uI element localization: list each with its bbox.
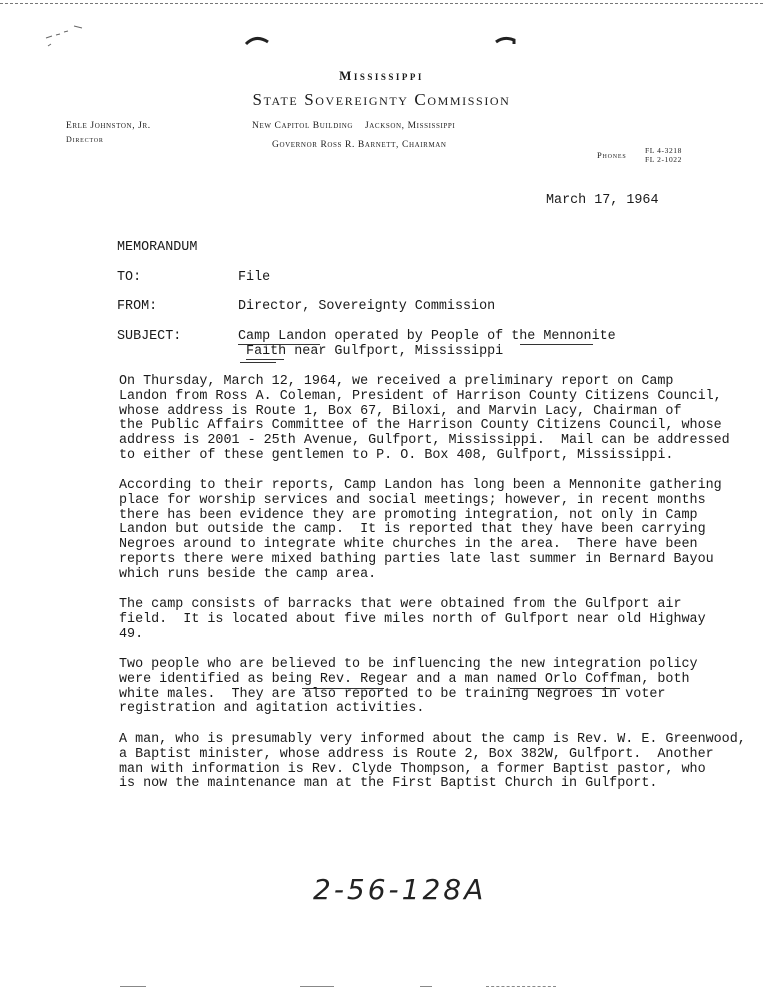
stray-mark-left xyxy=(44,22,94,57)
phones-label: Phones xyxy=(597,150,627,160)
from-label: FROM: xyxy=(117,299,158,314)
underline-faith-tail xyxy=(240,362,276,363)
phone-number-1: FL 4-3218 xyxy=(645,146,682,155)
letterhead-commission: State Sovereignty Commission xyxy=(252,90,511,109)
binder-hole-mark-right xyxy=(494,34,518,53)
memo-date: March 17, 1964 xyxy=(546,193,659,208)
body-paragraph-5: A man, who is presumably very informed about the camp is Rev. W. E. Greenwood, a Baptist minister, whose address is Route 2, Box 382W, Gulfport. Another man with information is Rev. Clyde Thompson, a former Baptist pastor, who is now the maintenance man at the First Baptist Church in Gulfport. xyxy=(119,732,746,792)
letterhead-address: New Capitol Building Jackson, Mississippi xyxy=(252,121,456,131)
to-label: TO: xyxy=(117,270,142,285)
director-title: Director xyxy=(66,135,104,144)
to-value: File xyxy=(238,270,271,285)
body-paragraph-2: According to their reports, Camp Landon has long been a Mennonite gathering place for worship services and social meetings; however, in recent months there has been evidence they are promoting integration, not only in Camp Landon but outside the camp. It is reported that they have been carrying Negroes around to integrate white churches in the area. There have been reports there were mixed bathing parties late last summer in Bernard Bayou which runs beside the camp area. xyxy=(119,478,722,582)
subject-line-1: Camp Landon operated by People of the Mennonite xyxy=(238,329,616,344)
body-paragraph-3: The camp consists of barracks that were obtained from the Gulfport air field. It is located about five miles north of Gulfport near old Highway 49. xyxy=(119,597,706,642)
phone-number-2: FL 2-1022 xyxy=(645,155,682,164)
body-paragraph-4: Two people who are believed to be influencing the new integration policy were identified as being Rev. Regear and a man named Orlo Coffman, both white males. They are also reported to be training Negroes in voter registration and agitation activities. xyxy=(119,657,698,717)
letterhead-governor: Governor Ross R. Barnett, Chairman xyxy=(272,140,447,150)
subject-line-2: Faith near Gulfport, Mississippi xyxy=(238,344,504,359)
underline-mennonite xyxy=(520,344,593,345)
underline-rev-regear xyxy=(302,688,384,689)
perforation-edge xyxy=(0,3,763,4)
underline-orlo-coffman xyxy=(510,688,620,689)
bottom-edge-mark xyxy=(486,986,556,987)
handwritten-file-number: 2-56-128A xyxy=(313,873,487,906)
subject-label: SUBJECT: xyxy=(117,329,182,344)
bottom-edge-mark xyxy=(120,986,146,987)
binder-hole-mark-left xyxy=(244,34,272,53)
letterhead-state: Mississippi xyxy=(339,68,424,83)
memo-heading: MEMORANDUM xyxy=(117,240,198,255)
bottom-edge-mark xyxy=(420,986,432,987)
underline-faith xyxy=(246,359,284,360)
body-paragraph-1: On Thursday, March 12, 1964, we received a preliminary report on Camp Landon from Ross A. Coleman, President of Harrison County Citizens Council, whose address is Route 1, Box 67, Biloxi, and Marvin Lacy, Chairman of the Public Affairs Committee of the Harrison County Citizens Council, whose address is 2001 - 25th Avenue, Gulfport, Mississippi. Mail can be addressed to either of these gentlemen to P. O. Box 408, Gulfport, Mississippi. xyxy=(119,374,730,463)
underline-camp-landon xyxy=(238,344,320,345)
director-name: Erle Johnston, Jr. xyxy=(66,121,151,131)
bottom-edge-mark xyxy=(300,986,334,987)
from-value: Director, Sovereignty Commission xyxy=(238,299,496,314)
